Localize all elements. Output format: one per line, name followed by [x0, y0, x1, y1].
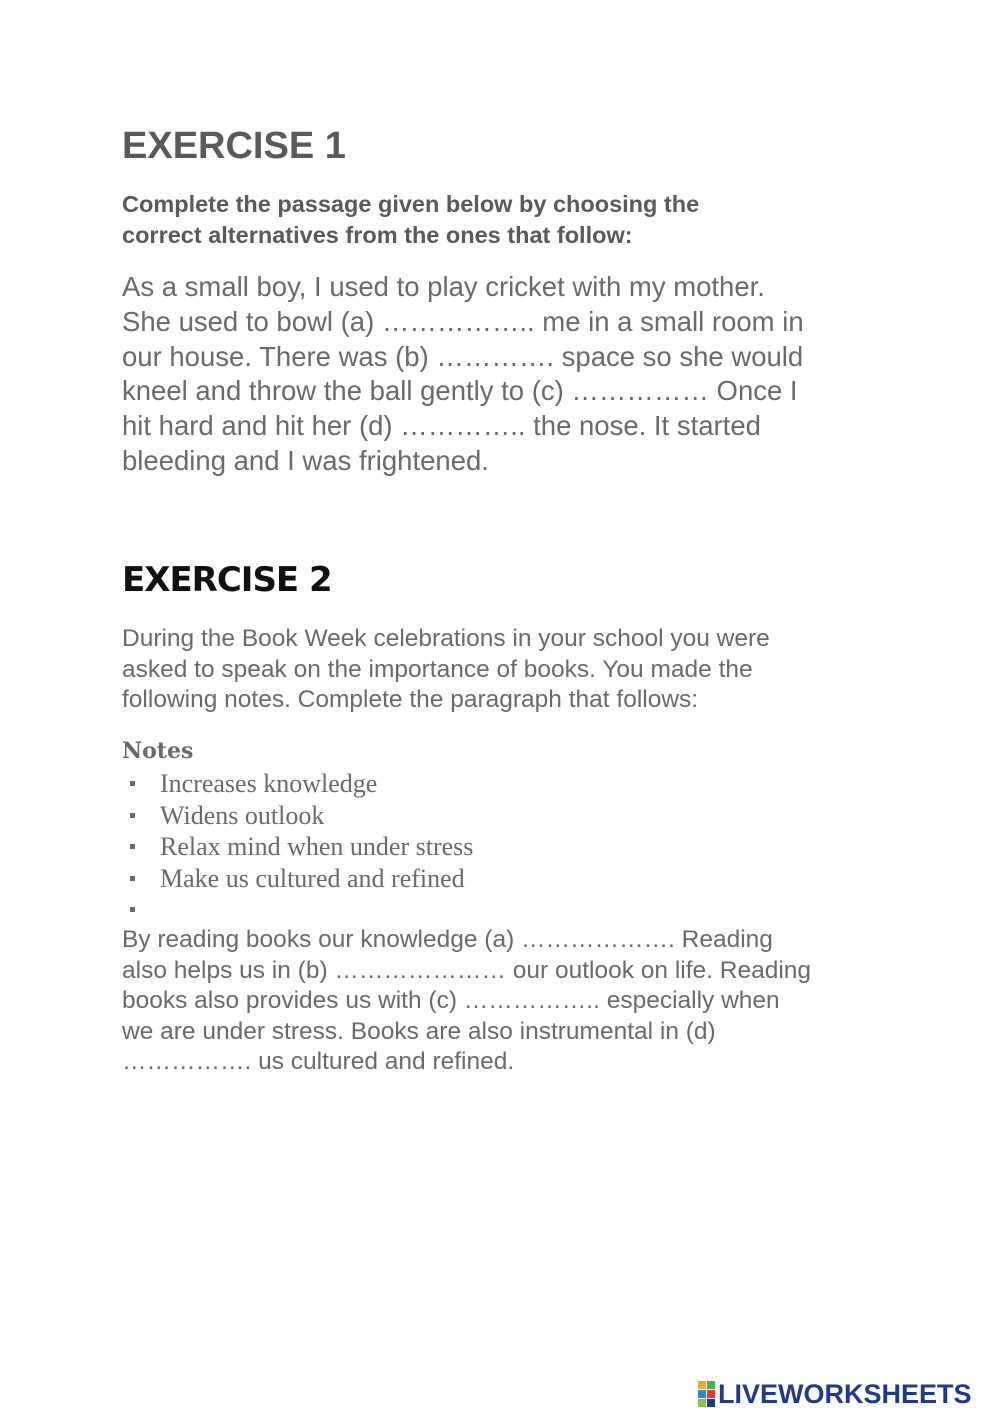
exercise-1-title: EXERCISE 1 — [122, 125, 346, 167]
passage-line: hit hard and hit her (d) ………….. the nose. It started — [122, 410, 761, 442]
instruction-line: Complete the passage given below by choosing the — [122, 191, 700, 217]
intro-line: asked to speak on the importance of books. You made the — [122, 655, 753, 683]
liveworksheets-logo — [698, 1378, 972, 1410]
note-text: Make us cultured and refined — [160, 863, 465, 893]
passage-line: bleeding and I was frightened. — [122, 444, 489, 476]
logo-block — [707, 1390, 715, 1398]
notes-list — [122, 768, 473, 926]
square-bullet-icon — [130, 813, 135, 818]
note-item — [122, 768, 473, 800]
exercise-2-paragraph — [122, 925, 902, 1078]
logo-block — [707, 1381, 715, 1389]
square-bullet-icon — [130, 781, 135, 786]
note-item — [122, 894, 473, 926]
logo-blocks-icon — [698, 1381, 715, 1407]
paragraph-line: we are under stress. Books are also instrumental in (d) — [122, 1017, 716, 1045]
square-bullet-icon — [130, 876, 135, 881]
note-text: Relax mind when under stress — [160, 832, 474, 861]
exercise-2-title: EXERCISE 2 — [122, 560, 332, 600]
notes-heading: Notes — [122, 738, 194, 764]
passage-line: As a small boy, I used to play cricket with my mother. — [122, 271, 765, 302]
note-text: Widens outlook — [160, 800, 325, 830]
intro-line: During the Book Week celebrations in your school you were — [122, 625, 770, 652]
square-bullet-icon — [130, 844, 135, 849]
logo-block — [698, 1390, 706, 1398]
logo-block — [698, 1381, 706, 1389]
passage-line: our house. There was (b) …………. space so she would — [122, 340, 804, 372]
intro-line: following notes. Complete the paragraph that follows: — [122, 686, 699, 713]
note-item — [122, 831, 473, 863]
instruction-line: correct alternatives from the ones that follow: — [122, 222, 633, 248]
exercise-2-intro — [122, 624, 902, 716]
passage-line: She used to bowl (a) …………….. me in a small room in — [122, 305, 804, 337]
exercise-1-instructions — [122, 189, 842, 251]
paragraph-line: By reading books our knowledge (a) ………………. Reading — [122, 926, 773, 953]
paragraph-line: ……………. us cultured and refined. — [122, 1048, 515, 1076]
paragraph-line: books also provides us with (c) …………….. especially when — [122, 987, 780, 1015]
logo-block — [698, 1399, 706, 1407]
square-bullet-icon — [130, 907, 135, 912]
note-text: Increases knowledge — [160, 769, 378, 798]
logo-block — [707, 1399, 715, 1407]
logo-text: LIVEWORKSHEETS — [718, 1378, 972, 1409]
exercise-1-passage — [122, 270, 902, 479]
paragraph-line: also helps us in (b) ………………… our outlook on life. Reading — [122, 956, 812, 984]
note-item — [122, 863, 473, 895]
note-item — [122, 800, 473, 832]
passage-line: kneel and throw the ball gently to (c) …………… Once I — [122, 375, 798, 407]
